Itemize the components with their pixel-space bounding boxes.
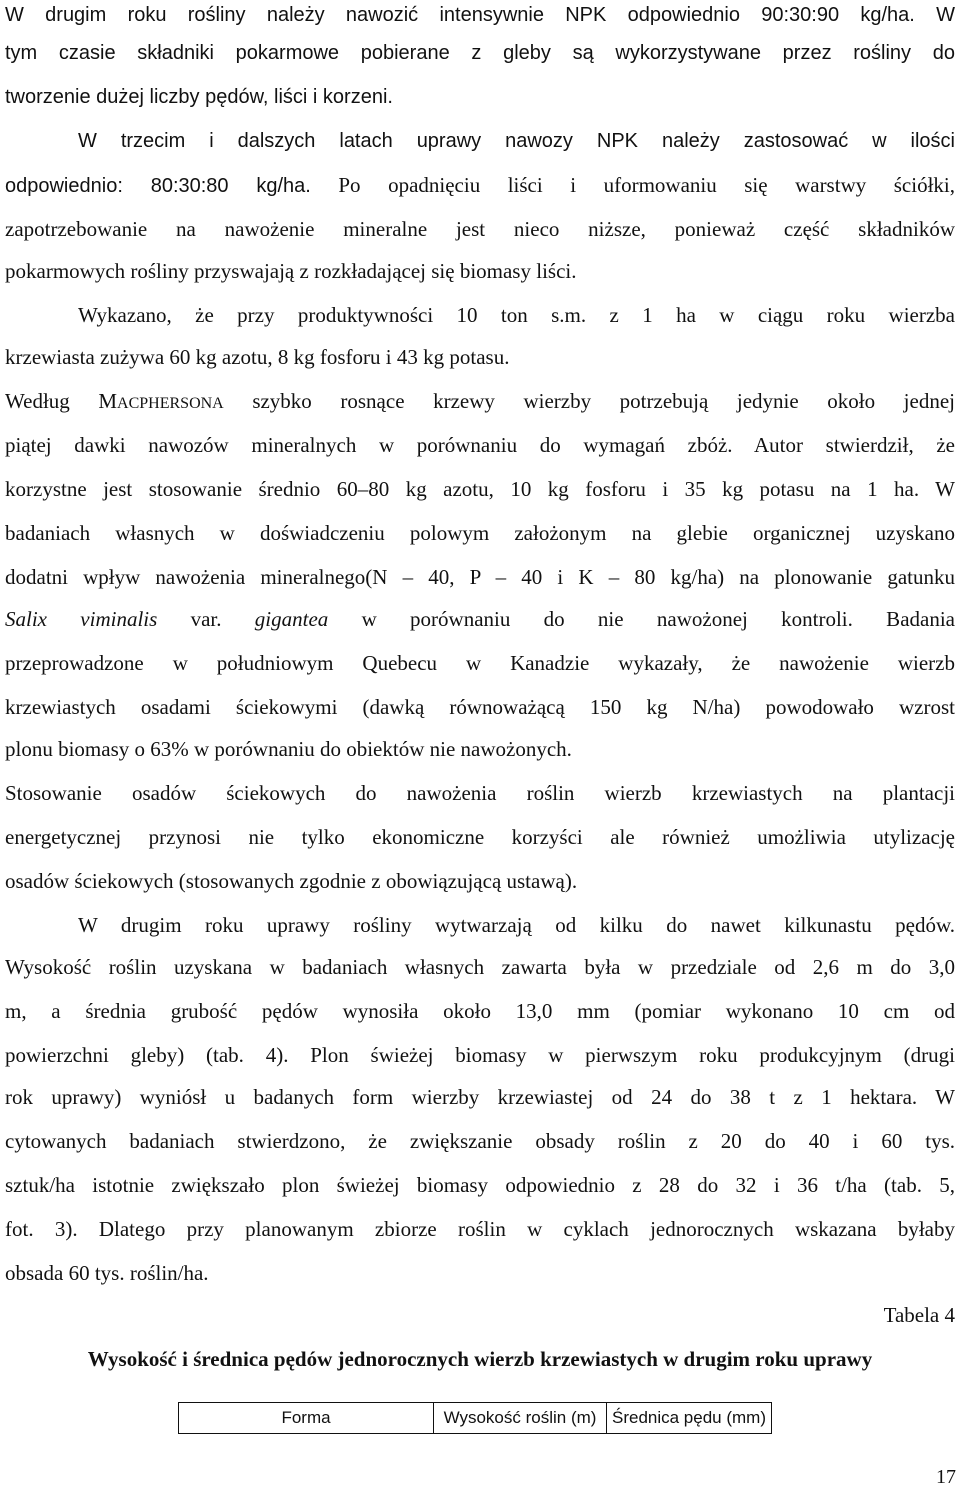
text-line: powierzchni gleby) (tab. 4). Plon świeżej biomasy w pierwszym roku produkcyjnym (drugi xyxy=(5,1043,955,1067)
text-segment: szybko rosnące krzewy wierzby potrzebują jedynie około jednej xyxy=(223,389,955,413)
text-line: cytowanych badaniach stwierdzono, że zwiększanie obsady roślin z 20 do 40 i 60 tys. xyxy=(5,1129,955,1153)
text-line: korzystne jest stosowanie średnio 60–80 kg azotu, 10 kg fosforu i 35 kg potasu na 1 ha. W xyxy=(5,477,955,501)
text-line: Wykazano, że przy produktywności 10 ton s.m. z 1 ha w ciągu roku wierzba xyxy=(78,303,955,327)
text-segment: Według M xyxy=(5,389,118,413)
table-label: Tabela 4 xyxy=(883,1303,955,1327)
text-line: W drugim roku rośliny należy nawozić intensywnie NPK odpowiednio 90:30:90 kg/ha. W xyxy=(5,4,955,26)
text-line: energetycznej przynosi nie tylko ekonomiczne korzyści ale również umożliwia utylizację xyxy=(5,825,955,849)
text-line: badaniach własnych w doświadczeniu polowym założonym na glebie organicznej uzyskano xyxy=(5,521,955,545)
text-segment: w porównaniu do nie nawożonej kontroli. Badania xyxy=(328,607,955,631)
table-title: Wysokość i średnica pędów jednorocznych wierzb krzewiastych w drugim roku uprawy xyxy=(87,1347,873,1371)
text-line: rok uprawy) wyniósł u badanych form wierzby krzewiastej od 24 do 38 t z 1 hektara. W xyxy=(5,1085,955,1109)
text-line: obsada 60 tys. roślin/ha. xyxy=(5,1261,209,1285)
text-line: Wysokość roślin uzyskana w badaniach własnych zawarta była w przedziale od 2,6 m do 3,0 xyxy=(5,955,955,979)
text-line xyxy=(5,604,955,634)
text-line: m, a średnia grubość pędów wynosiła około 13,0 mm (pomiar wykonano 10 cm od xyxy=(5,999,955,1023)
table-header-cell: Średnica pędu (mm) xyxy=(607,1403,772,1434)
table-header-cell: Forma xyxy=(179,1403,434,1434)
text-line xyxy=(5,170,955,200)
page-number: 17 xyxy=(936,1466,956,1488)
text-line: dodatni wpływ nawożenia mineralnego(N – 40, P – 40 i K – 80 kg/ha) na plonowanie gatunku xyxy=(5,565,955,589)
text-line: zapotrzebowanie na nawożenie mineralne jest nieco niższe, ponieważ część składników xyxy=(5,217,955,241)
table-header-cell: Wysokość roślin (m) xyxy=(434,1403,607,1434)
text-line: piątej dawki nawozów mineralnych w porównaniu do wymagań zbóż. Autor stwierdził, że xyxy=(5,433,955,457)
text-line: osadów ściekowych (stosowanych zgodnie z obowiązującą ustawą). xyxy=(5,869,578,893)
text-line: tworzenie dużej liczby pędów, liści i korzeni. xyxy=(5,86,393,108)
text-line: krzewiastych osadami ściekowymi (dawką równoważącą 150 kg N/ha) powodowało wzrost xyxy=(5,695,955,719)
text-line: krzewiasta zużywa 60 kg azotu, 8 kg fosforu i 43 kg potasu. xyxy=(5,345,510,369)
text-line: plonu biomasy o 63% w porównaniu do obiektów nie nawożonych. xyxy=(5,737,572,761)
text-line: W trzecim i dalszych latach uprawy nawozy NPK należy zastosować w ilości xyxy=(78,130,955,152)
species-name: Salix viminalis xyxy=(5,607,158,631)
table-header-row xyxy=(179,1403,772,1434)
variety-name: gigantea xyxy=(254,607,329,631)
text-segment: Po opadnięciu liści i uformowaniu się warstwy ściółki, xyxy=(310,173,955,197)
text-line: Stosowanie osadów ściekowych do nawożenia roślin wierzb krzewiastych na plantacji xyxy=(5,781,955,805)
text-line: pokarmowych rośliny przyswajają z rozkładającej się biomasy liści. xyxy=(5,259,577,283)
data-table xyxy=(178,1402,772,1434)
text-line: tym czasie składniki pokarmowe pobierane z gleby są wykorzystywane przez rośliny do xyxy=(5,42,955,64)
text-line: fot. 3). Dlatego przy planowanym zbiorze roślin w cyklach jednorocznych wskazana byłaby xyxy=(5,1217,955,1241)
author-name-smallcaps: ACPHERSONA xyxy=(117,395,224,412)
text-segment: odpowiednio: 80:30:80 kg/ha. xyxy=(5,175,311,197)
text-segment: var. xyxy=(157,607,255,631)
text-line xyxy=(5,386,955,416)
text-line: sztuk/ha istotnie zwiększało plon świeżej biomasy odpowiednio z 28 do 32 i 36 t/ha (tab. 5, xyxy=(5,1173,955,1197)
text-line: przeprowadzone w południowym Quebecu w Kanadzie wykazały, że nawożenie wierzb xyxy=(5,651,955,675)
text-line: W drugim roku uprawy rośliny wytwarzają od kilku do nawet kilkunastu pędów. xyxy=(78,913,955,937)
